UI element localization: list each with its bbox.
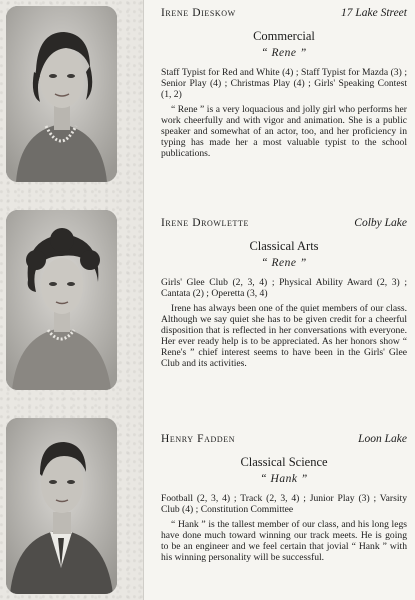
course-title: Classical Arts	[249, 239, 319, 253]
entry-header	[161, 432, 407, 446]
portrait-photo	[6, 210, 117, 390]
portrait-photo	[6, 6, 117, 182]
student-name: Irene Drowlette	[161, 217, 249, 229]
activities-text: Girls' Glee Club (2, 3, 4) ; Physical Ability Award (2, 3) ; Cantata (2) ; Operetta (3, 4)	[161, 277, 407, 299]
student-address: Loon Lake	[358, 433, 407, 445]
student-address: Colby Lake	[354, 217, 407, 229]
description-text: Irene has always been one of the quiet members of our class. Although we say quiet she has to be given credit for a cheerful disposition that is reflected in her conversations with everyone. Her ever ready help is to be appreciated. As her honors show “ Rene's ” chief interest seems to have been in the Girls' Glee Club and its activities.	[161, 303, 407, 369]
description-text: “ Rene ” is a very loquacious and jolly girl who performs her work cheerfully and with vigor and animation. She is a public speaker and somewhat of an actor, too, and her proficiency in typing has made her a most valuable typist to the school publications.	[161, 104, 407, 159]
portrait-photo	[6, 418, 117, 594]
activities-text: Football (2, 3, 4) ; Track (2, 3, 4) ; Junior Play (3) ; Varsity Club (4) ; Constitution Committee	[161, 493, 407, 515]
nickname: “ Rene ”	[261, 257, 307, 269]
photo-strip	[0, 0, 144, 600]
description-text: “ Hank ” is the tallest member of our class, and his long legs have done much toward winning our track meets. He is going to be an engineer and we feel certain that jovial “ Hank ” with his winning personality will be successful.	[161, 519, 407, 563]
senior-entry	[161, 6, 407, 159]
nickname: “ Hank ”	[260, 473, 308, 485]
course-title: Commercial	[253, 29, 315, 43]
senior-entry	[161, 432, 407, 563]
entry-header	[161, 6, 407, 20]
student-name: Henry Fadden	[161, 433, 236, 445]
student-address: 17 Lake Street	[340, 7, 407, 19]
student-name: Irene Dieskow	[161, 7, 236, 19]
nickname: “ Rene ”	[261, 47, 307, 59]
activities-text: Staff Typist for Red and White (4) ; Staff Typist for Mazda (3) ; Senior Play (4) ; Christmas Play (4) ; Girls' Speaking Contest (1, 2)	[161, 67, 407, 100]
course-title: Classical Science	[240, 455, 328, 469]
entry-header	[161, 216, 407, 230]
senior-entry	[161, 216, 407, 369]
